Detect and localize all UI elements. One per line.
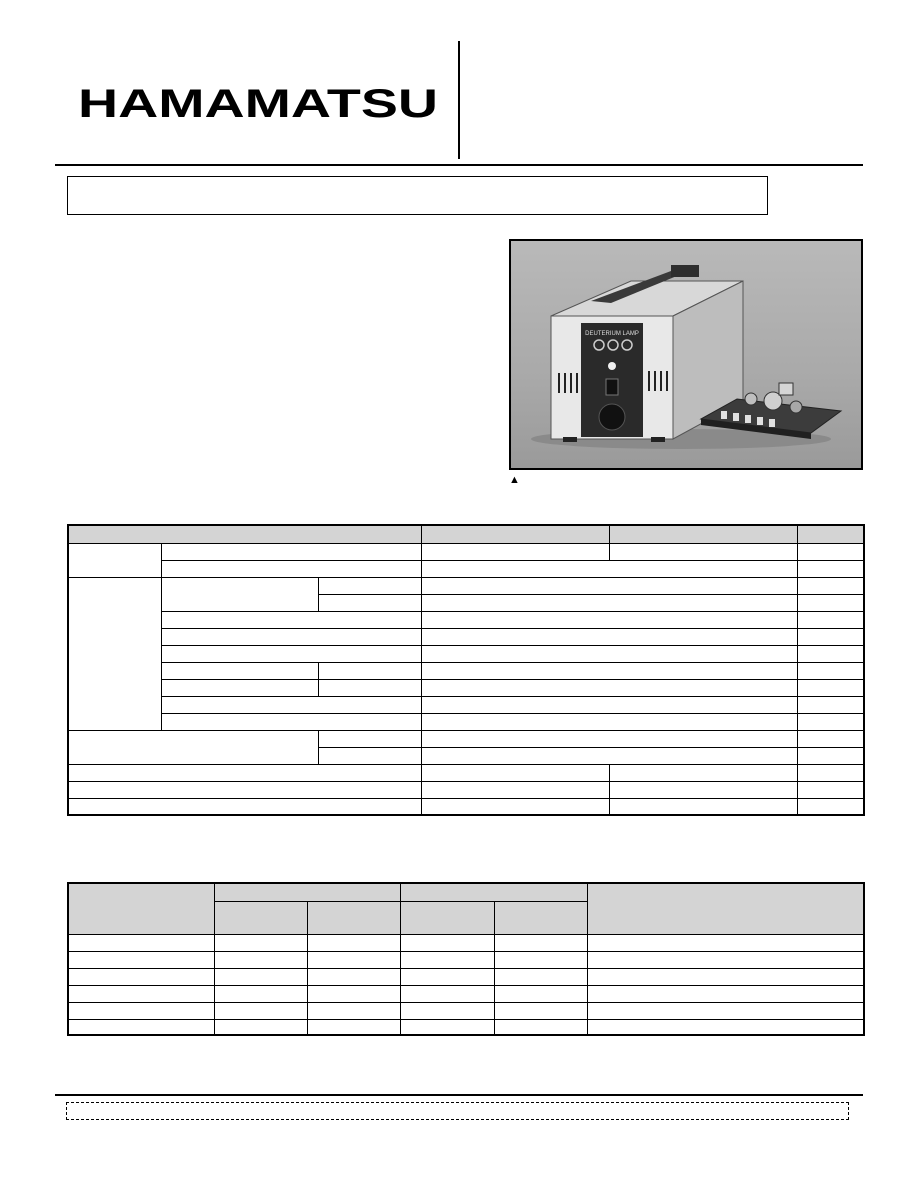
lamp-power-supply-image — [511, 241, 861, 468]
table-row — [68, 1019, 864, 1035]
table-cell — [214, 985, 307, 1002]
svg-text:HAMAMATSU: HAMAMATSU — [78, 86, 438, 120]
table-cell — [421, 781, 609, 798]
table-row — [68, 543, 864, 560]
table-cell — [161, 560, 421, 577]
header-cell — [421, 525, 609, 543]
header-cell — [609, 525, 797, 543]
table-cell — [797, 798, 864, 815]
product-photo — [509, 239, 863, 470]
table-cell — [494, 951, 587, 968]
table-cell — [797, 662, 864, 679]
table-cell — [400, 951, 494, 968]
table-cell — [797, 747, 864, 764]
table-cell — [214, 934, 307, 951]
table-cell — [161, 713, 421, 730]
table-cell — [68, 934, 214, 951]
table-cell — [214, 968, 307, 985]
table-cell — [797, 781, 864, 798]
table-header-row — [68, 883, 864, 901]
table-cell — [307, 1019, 400, 1035]
table-cell — [421, 696, 797, 713]
table-row — [68, 560, 864, 577]
header-cell — [214, 901, 307, 934]
table-cell — [797, 764, 864, 781]
table-row — [68, 713, 864, 730]
table-cell — [400, 968, 494, 985]
table-cell — [161, 679, 318, 696]
table-row — [68, 679, 864, 696]
table-cell — [68, 781, 421, 798]
table-cell — [161, 577, 318, 611]
table-cell — [307, 1002, 400, 1019]
table-cell — [587, 934, 864, 951]
table-cell — [797, 543, 864, 560]
header-cell — [307, 901, 400, 934]
table-cell — [68, 764, 421, 781]
header-cell — [587, 883, 864, 934]
header-rule — [55, 164, 863, 166]
header-cell — [400, 901, 494, 934]
table-cell — [400, 985, 494, 1002]
footer-rule — [55, 1094, 863, 1096]
table-cell — [494, 968, 587, 985]
table-cell — [68, 968, 214, 985]
table-cell — [494, 934, 587, 951]
table-cell — [421, 543, 609, 560]
table-cell — [318, 577, 421, 594]
table-cell — [161, 543, 421, 560]
header-divider — [458, 41, 460, 159]
table-row — [68, 985, 864, 1002]
group-cell — [68, 577, 161, 730]
table-row — [68, 781, 864, 798]
model-table — [67, 882, 865, 1036]
table-row — [68, 696, 864, 713]
table-cell — [421, 577, 797, 594]
caption-marker-icon: ▲ — [509, 474, 520, 486]
table-cell — [421, 628, 797, 645]
table-row — [68, 730, 864, 747]
table-cell — [214, 951, 307, 968]
table-cell — [797, 713, 864, 730]
table-row — [68, 764, 864, 781]
table-row — [68, 611, 864, 628]
table-cell — [609, 764, 797, 781]
table-cell — [318, 730, 421, 747]
table-row — [68, 798, 864, 815]
table-cell — [587, 951, 864, 968]
table-cell — [318, 679, 421, 696]
table-cell — [609, 798, 797, 815]
table-cell — [587, 985, 864, 1002]
table-cell — [421, 730, 797, 747]
table-cell — [421, 611, 797, 628]
table-row — [68, 1002, 864, 1019]
table-cell — [797, 594, 864, 611]
table-cell — [68, 1002, 214, 1019]
table-cell — [400, 1002, 494, 1019]
table-row — [68, 934, 864, 951]
footer-box — [66, 1102, 849, 1120]
specification-table — [67, 524, 865, 816]
table-cell — [797, 730, 864, 747]
table-cell — [587, 968, 864, 985]
table-cell — [587, 1002, 864, 1019]
table-cell — [421, 662, 797, 679]
table-cell — [797, 577, 864, 594]
header-cell — [797, 525, 864, 543]
svg-text:DEUTERIUM LAMP: DEUTERIUM LAMP — [585, 331, 639, 337]
table-cell — [318, 662, 421, 679]
table-cell — [609, 781, 797, 798]
table-cell — [797, 560, 864, 577]
hamamatsu-logo — [77, 86, 439, 120]
table-row — [68, 645, 864, 662]
table-cell — [797, 628, 864, 645]
table-cell — [421, 594, 797, 611]
table-cell — [214, 1002, 307, 1019]
group-cell — [68, 730, 318, 764]
table-cell — [421, 645, 797, 662]
table-cell — [587, 1019, 864, 1035]
table-cell — [161, 696, 421, 713]
table-cell — [797, 611, 864, 628]
header-cell — [68, 525, 421, 543]
table-row — [68, 662, 864, 679]
table-header-row — [68, 525, 864, 543]
table-cell — [797, 645, 864, 662]
group-cell — [68, 543, 161, 577]
table-cell — [421, 747, 797, 764]
table-cell — [161, 645, 421, 662]
table-cell — [161, 611, 421, 628]
table-cell — [797, 696, 864, 713]
table-cell — [307, 985, 400, 1002]
table-cell — [214, 1019, 307, 1035]
table-row — [68, 628, 864, 645]
table-row — [68, 951, 864, 968]
table-cell — [161, 628, 421, 645]
table-row — [68, 968, 864, 985]
table-cell — [421, 764, 609, 781]
header-cell — [214, 883, 400, 901]
table-cell — [307, 951, 400, 968]
table-cell — [161, 662, 318, 679]
title-box — [67, 176, 768, 215]
header-cell — [400, 883, 587, 901]
table-cell — [68, 798, 421, 815]
table-cell — [400, 934, 494, 951]
table-cell — [318, 747, 421, 764]
table-cell — [68, 985, 214, 1002]
table-cell — [68, 951, 214, 968]
table-cell — [307, 968, 400, 985]
table-cell — [609, 543, 797, 560]
table-row — [68, 577, 864, 594]
table-cell — [421, 798, 609, 815]
table-cell — [421, 679, 797, 696]
table-cell — [797, 679, 864, 696]
table-cell — [400, 1019, 494, 1035]
table-cell — [421, 560, 797, 577]
table-cell — [494, 985, 587, 1002]
table-cell — [318, 594, 421, 611]
table-cell — [421, 713, 797, 730]
table-cell — [494, 1002, 587, 1019]
table-cell — [494, 1019, 587, 1035]
header-cell — [68, 883, 214, 934]
table-cell — [307, 934, 400, 951]
photo-caption — [509, 474, 520, 486]
header-cell — [494, 901, 587, 934]
table-cell — [68, 1019, 214, 1035]
